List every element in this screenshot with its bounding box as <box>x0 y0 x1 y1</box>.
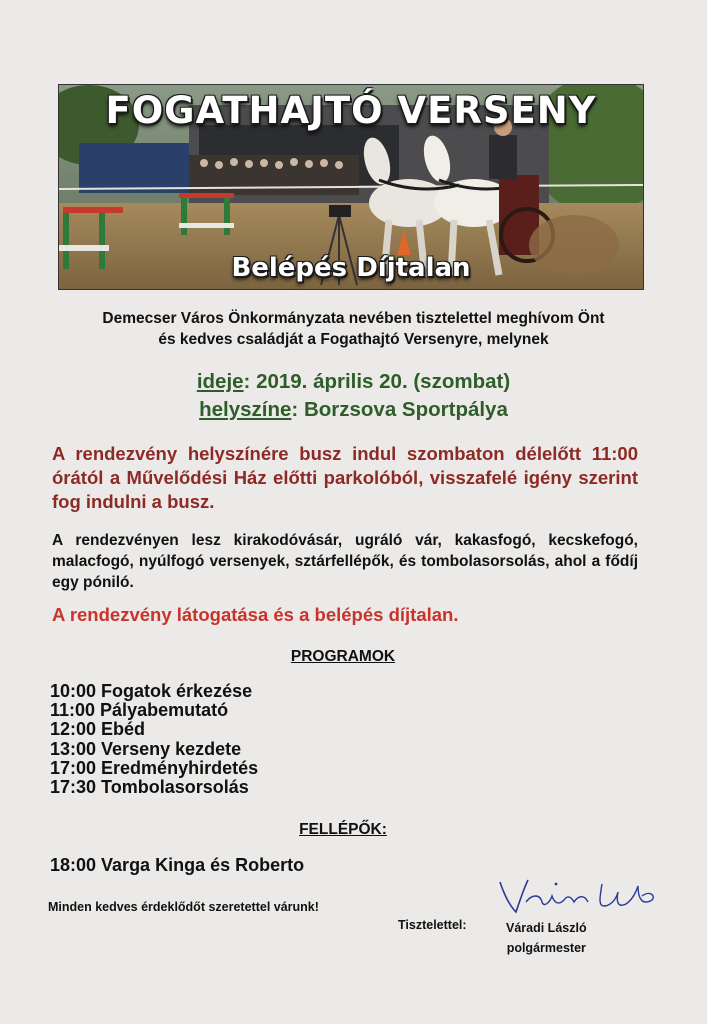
performer-item: 18:00 Varga Kinga és Roberto <box>50 855 305 875</box>
program-item: 17:30 Tombolasorsolás <box>50 777 249 798</box>
program-description: A rendezvényen lesz kirakodóvásár, ugráló vár, kakasfogó, kecskefogó, malacfogó, nyúlfogó versenyek, sztárfellépők, és tombolasorsolás, ahol a fődíj egy póniló. <box>52 532 638 591</box>
intro-line-1: Demecser Város Önkormányzata nevében tisztelettel meghívom Önt <box>102 310 605 327</box>
invitation-intro <box>30 308 677 350</box>
program-item: 12:00 Ebéd <box>50 719 146 740</box>
bus-notice: A rendezvény helyszínére busz indul szombaton délelőtt 11:00 órától a Művelődési Ház előtti parkolóból, visszafelé igény szerint fog indulni a busz. <box>52 443 638 512</box>
event-place-value: : Borzsova Sportpálya <box>291 398 508 421</box>
program-item: 17:00 Eredményhirdetés <box>50 757 259 778</box>
programs-list <box>50 682 258 797</box>
event-date-value: : 2019. április 20. (szombat) <box>243 370 511 393</box>
event-date-label: ideje <box>196 370 244 393</box>
handwritten-signature <box>492 872 662 918</box>
event-date <box>0 370 707 394</box>
signer-title: polgármester <box>506 941 586 955</box>
banner-title: FOGATHAJTÓ VERSENY <box>105 89 597 132</box>
intro-line-2: és kedves családját a Fogathajtó Versenyre, melynek <box>158 331 549 348</box>
program-item: 10:00 Fogatok érkezése <box>50 681 253 701</box>
free-entry-notice: A rendezvény látogatása és a belépés díjtalan. <box>52 604 459 625</box>
event-place-label: helyszíne <box>199 398 292 421</box>
event-banner <box>58 84 644 290</box>
banner-subtitle: Belépés Díjtalan <box>231 253 471 283</box>
program-item: 11:00 Pályabemutató <box>50 700 229 721</box>
regards-label: Tisztelettel: <box>398 918 467 932</box>
event-place <box>0 398 707 422</box>
performers-heading: FELLÉPŐK: <box>299 821 387 838</box>
closing-line: Minden kedves érdeklődőt szeretettel várunk! <box>48 900 319 914</box>
program-item: 13:00 Verseny kezdete <box>50 738 242 759</box>
programs-heading: PROGRAMOK <box>290 648 396 665</box>
signer-block <box>506 918 587 958</box>
signer-name: Váradi László <box>506 921 587 935</box>
